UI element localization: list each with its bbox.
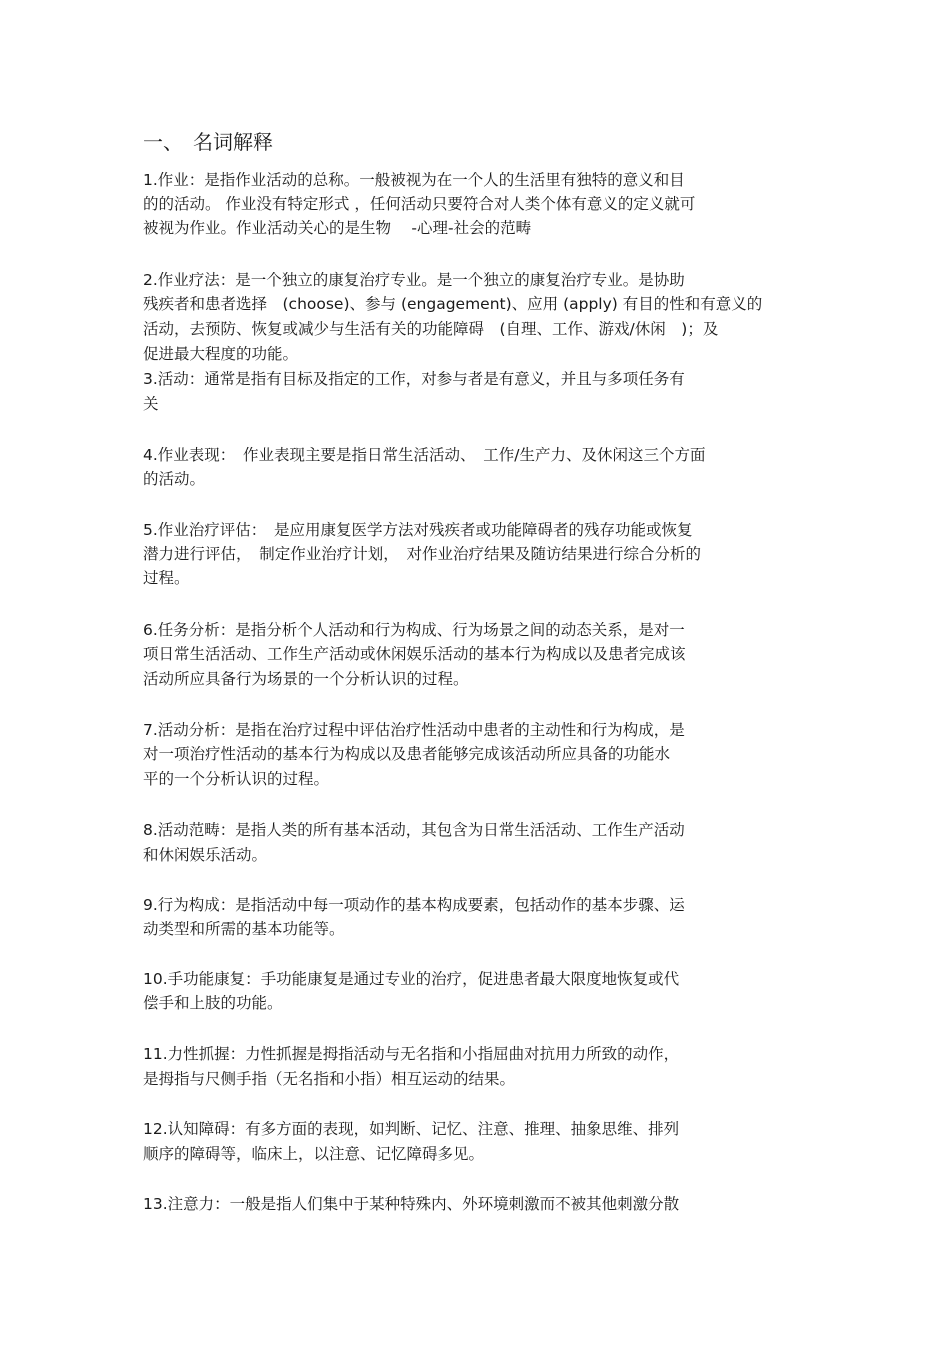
paragraph-line: 是拇指与尺侧手指（无名指和小指）相互运动的结果。 [143, 1070, 516, 1088]
paragraph-line: 12.认知障碍：有多方面的表现，如判断、记忆、注意、推理、抽象思维、排列 [143, 1120, 680, 1138]
paragraph-line: 4.作业表现： 作业表现主要是指日常生活活动、 工作/生产力、及休闲这三个方面 [143, 446, 706, 464]
paragraph-line: 促进最大程度的功能。 [143, 345, 299, 363]
paragraph-line: 1.作业：是指作业活动的总称。一般被视为在一个人的生活里有独特的意义和目 [143, 171, 685, 189]
paragraph-line: 7.活动分析：是指在治疗过程中评估治疗性活动中患者的主动性和行为构成，是 [143, 721, 685, 739]
paragraph-line: 活动所应具备行为场景的一个分析认识的过程。 [143, 670, 469, 688]
paragraph-line: 平的一个分析认识的过程。 [143, 770, 330, 788]
paragraph-line: 对一项治疗性活动的基本行为构成以及患者能够完成该活动所应具备的功能水 [143, 745, 671, 763]
paragraph-line: 动类型和所需的基本功能等。 [143, 920, 345, 938]
paragraph-line: 关 [143, 395, 159, 413]
paragraph-line: 8.活动范畴：是指人类的所有基本活动，其包含为日常生活活动、工作生产活动 [143, 821, 685, 839]
paragraph-line: 残疾者和患者选择 (choose)、参与 (engagement)、应用 (apply) 有目的性和有意义的 [143, 295, 763, 313]
paragraph-line: 活动，去预防、恢复或减少与生活有关的功能障碍 (自理、工作、游戏/休闲 )；及 [143, 320, 719, 338]
paragraph-line: 的活动。 [143, 470, 206, 488]
paragraph-line: 2.作业疗法：是一个独立的康复治疗专业。是一个独立的康复治疗专业。是协助 [143, 271, 685, 289]
paragraph-line: 5.作业治疗评估： 是应用康复医学方法对残疾者或功能障碍者的残存功能或恢复 [143, 521, 693, 539]
paragraph-line: 11.力性抓握：力性抓握是拇指活动与无名指和小指屈曲对抗用力所致的动作， [143, 1045, 680, 1063]
paragraph-line: 偿手和上肢的功能。 [143, 994, 283, 1012]
paragraph-line: 的的活动。 作业没有特定形式 ，任何活动只要符合对人类个体有意义的定义就可 [143, 195, 696, 213]
paragraph-line: 潜力进行评估， 制定作业治疗计划， 对作业治疗结果及随访结果进行综合分析的 [143, 545, 702, 563]
paragraph-line: 3.活动：通常是指有目标及指定的工作，对参与者是有意义，并且与多项任务有 [143, 370, 685, 388]
paragraph-line: 被视为作业。作业活动关心的是生物 -心理-社会的范畴 [143, 219, 532, 237]
paragraph-line: 6.任务分析：是指分析个人活动和行为构成、行为场景之间的动态关系，是对一 [143, 621, 685, 639]
paragraph-line: 和休闲娱乐活动。 [143, 846, 268, 864]
section-heading: 一、 名词解释 [143, 130, 273, 154]
paragraph-line: 过程。 [143, 569, 190, 587]
paragraph-line: 9.行为构成：是指活动中每一项动作的基本构成要素，包括动作的基本步骤、运 [143, 896, 685, 914]
paragraph-line: 顺序的障碍等，临床上，以注意、记忆障碍多见。 [143, 1145, 485, 1163]
paragraph-line: 13.注意力：一般是指人们集中于某种特殊内、外环境刺激而不被其他刺激分散 [143, 1195, 680, 1213]
paragraph-line: 10.手功能康复：手功能康复是通过专业的治疗，促进患者最大限度地恢复或代 [143, 970, 680, 988]
paragraph-line: 项日常生活活动、工作生产活动或休闲娱乐活动的基本行为构成以及患者完成该 [143, 645, 686, 663]
